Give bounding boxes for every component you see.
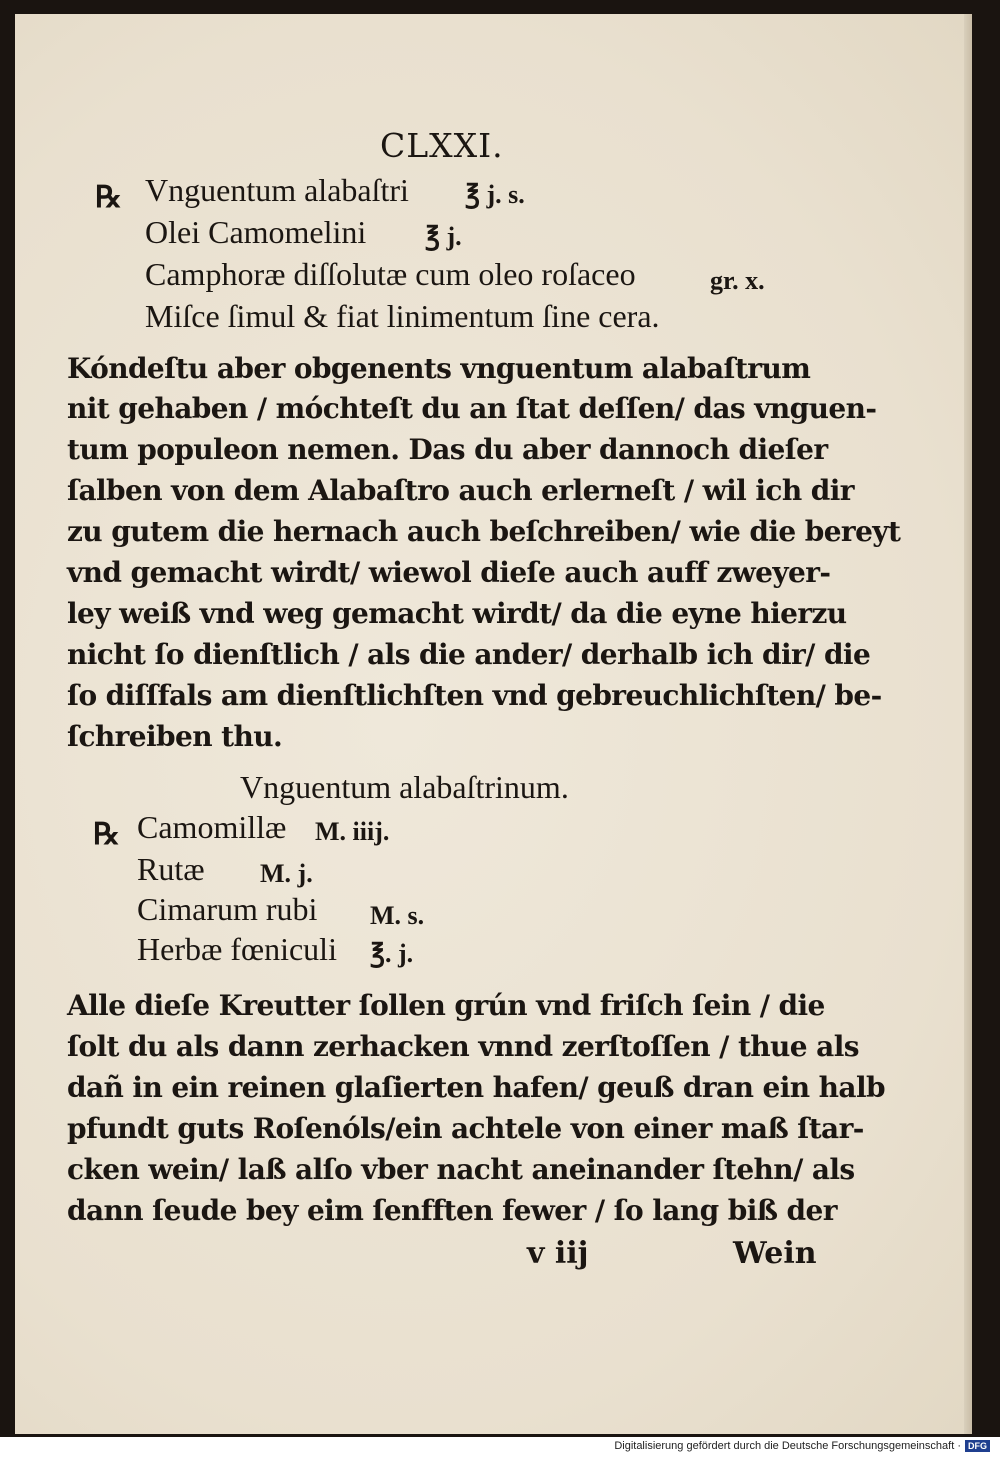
recipe-symbol-icon: ℞ (95, 180, 122, 215)
recipe-symbol-icon: ℞ (93, 817, 120, 852)
credit-text: Digitalisierung gefördert durch die Deutsche Forschungsgemeinschaft · (614, 1440, 961, 1452)
text-line: zu gutem die hernach auch beſchreiben/ wie die bereyt (67, 515, 901, 548)
signature-mark: v iij (527, 1236, 589, 1271)
recipe2-dose: M. s. (370, 901, 425, 930)
text-line: ſchreiben thu. (67, 720, 283, 753)
text-line: nit gehaben / móchteſt du an ſtat deſſen/ das vnguen- (67, 392, 877, 425)
folio-number: CLXXI. (380, 126, 504, 165)
recipe2-dose: ℥. j. (370, 939, 414, 968)
recipe1-dose: gr. x. (710, 266, 765, 295)
text-line: Alle dieſe Kreutter ſollen grún vnd friſch ſein / die (67, 989, 825, 1022)
recipe1-line: Miſce ſimul & fiat linimentum ſine cera. (145, 298, 660, 334)
text-line: dañ in ein reinen glaſierten hafen/ geuß dran ein halb (67, 1071, 885, 1104)
text-line: ſo diſſfals am dienſtlichſten vnd gebreuchlichſten/ be- (67, 679, 882, 712)
recipe1-dose: ℥ j. (425, 222, 462, 251)
recipe2-title: Vnguentum alabaſtrinum. (240, 769, 569, 805)
recipe2-line: Herbæ fœniculi (137, 931, 337, 967)
text-line: tum populeon nemen. Das du aber dannoch dieſer (67, 433, 828, 466)
text-line: ley weiß vnd weg gemacht wirdt/ da die eyne hierzu (67, 597, 847, 630)
recipe2-line: Camomillæ (137, 809, 287, 845)
recipe2-dose: M. j. (260, 859, 313, 888)
digitization-credit (614, 1440, 990, 1452)
dfg-logo-icon: DFG (965, 1440, 990, 1452)
text-line: pfundt guts Roſenóls/ein achtele von einer maß ſtar- (67, 1112, 864, 1145)
text-line: nicht ſo dienſtlich / als die ander/ derhalb ich dir/ die (67, 638, 871, 671)
recipe1-line: Vnguentum alabaſtri (145, 172, 409, 208)
page-edge (964, 14, 972, 1434)
text-line: vnd gemacht wirdt/ wiewol dieſe auch auff zweyer- (67, 556, 831, 589)
recipe2-line: Cimarum rubi (137, 891, 318, 927)
text-line: cken wein/ laß alſo vber nacht aneinander ſtehn/ als (67, 1153, 855, 1186)
recipe2-line: Rutæ (137, 851, 205, 887)
recipe1-dose: ℥ j. s. (465, 180, 525, 209)
text-line: Kóndeſtu aber obgenents vnguentum alabaſtrum (67, 352, 811, 385)
catchword: Wein (733, 1236, 817, 1271)
recipe1-line: Camphoræ diſſolutæ cum oleo roſaceo (145, 256, 636, 292)
recipe1-line: Olei Camomelini (145, 214, 367, 250)
text-line: ſalben von dem Alabaſtro auch erlerneſt / wil ich dir (67, 474, 854, 507)
recipe2-dose: M. iiij. (315, 817, 390, 846)
text-line: dann ſeude bey eim ſenfften fewer / ſo lang biß der (67, 1194, 837, 1227)
book-page (15, 14, 967, 1434)
text-line: ſolt du als dann zerhacken vnnd zerſtoſſen / thue als (67, 1030, 859, 1063)
